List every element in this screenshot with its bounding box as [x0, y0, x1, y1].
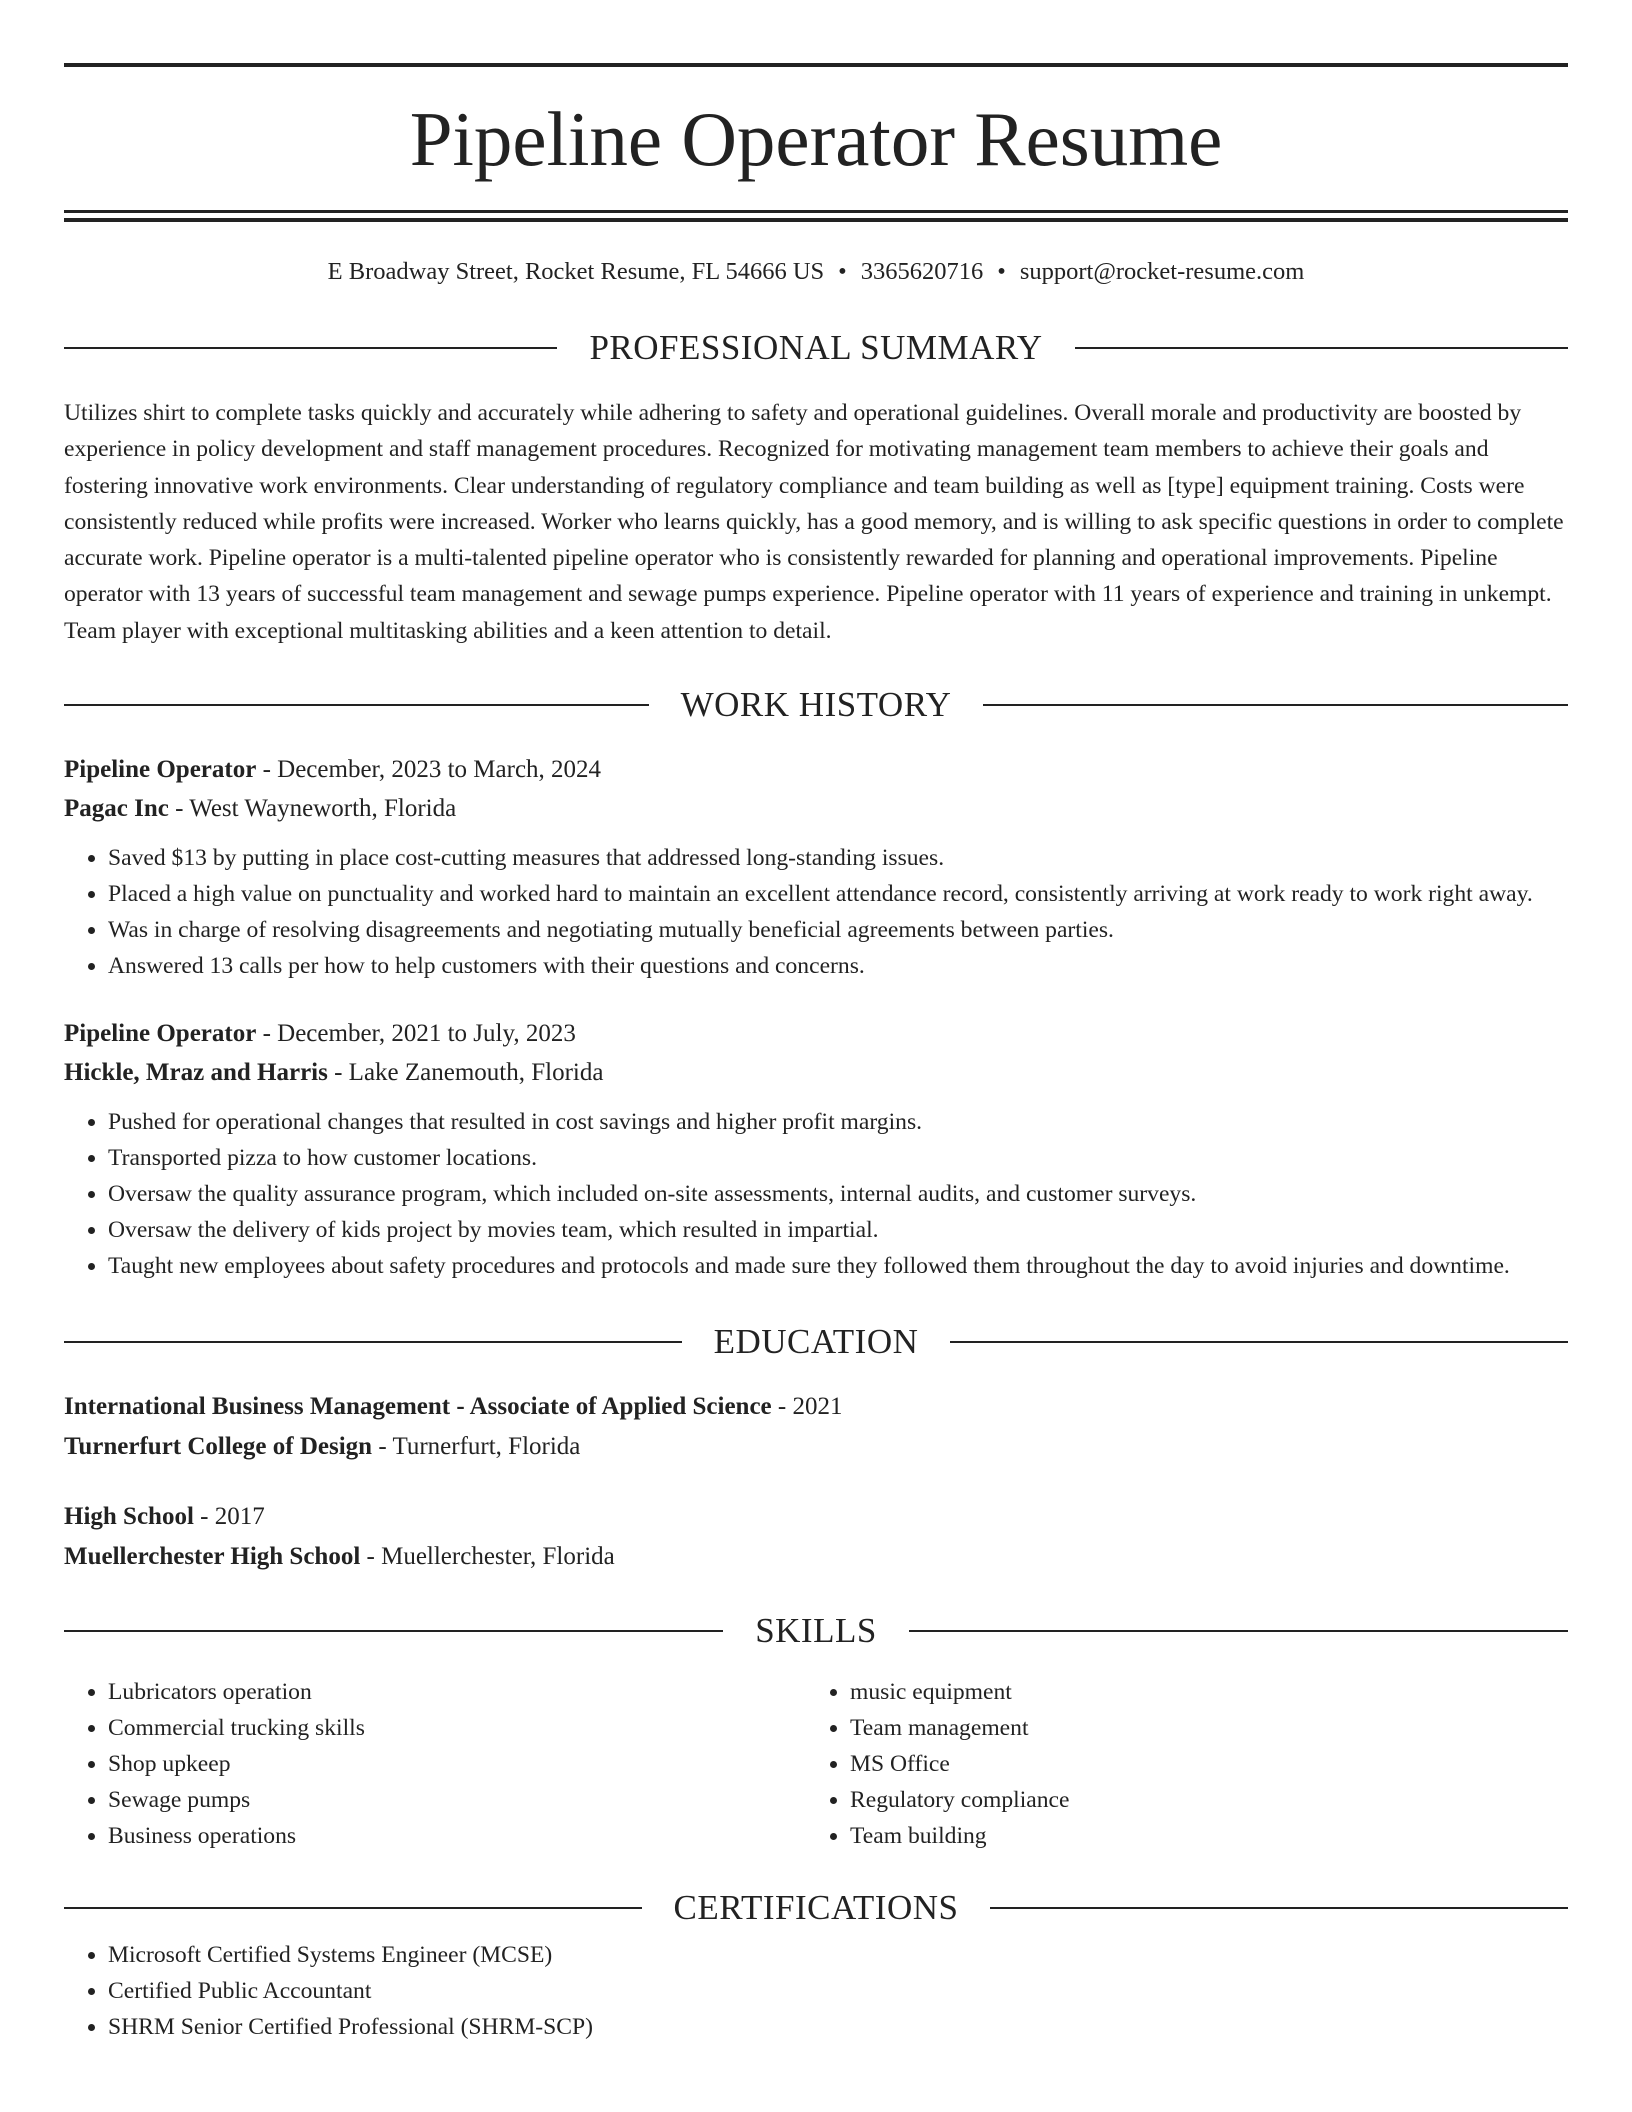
job-bullets — [64, 1104, 1568, 1284]
job-title-row — [64, 1014, 1568, 1053]
education-school: Muellerchester High School — [64, 1543, 361, 1571]
contact-line — [64, 258, 1568, 286]
education-school-row — [64, 1427, 1568, 1467]
section-heading-certifications — [64, 1888, 1568, 1928]
skill-item: • MS Office — [850, 1746, 1568, 1782]
job-entry — [64, 750, 1568, 984]
education-entry — [64, 1387, 1568, 1467]
skills-list-right — [806, 1674, 1568, 1854]
job-location: - Lake Zanemouth, Florida — [327, 1059, 604, 1087]
contact-separator: • — [838, 258, 847, 285]
job-company-row — [64, 1053, 1568, 1092]
heading-rule-left — [64, 704, 649, 706]
education-degree-row — [64, 1497, 1568, 1537]
summary-text: Utilizes shirt to complete tasks quickly and accurately while adhering to safety and operational guidelines. Overall morale and productivity are boosted by experience in policy development and staff management procedures. Recognized for motivating management team members to achieve their goals and fostering innovative work environments. Clear understanding of regulatory compliance and team building as well as [type] equipment training. Costs were consistently reduced while profits were increased. Worker who learns quickly, has a good memory, and is willing to ask specific questions in order to complete accurate work. Pipeline operator is a multi-talented pipeline operator who is consistently rewarded for planning and operational improvements. Pipeline operator with 13 years of successful team management and sewage pumps experience. Pipeline operator with 11 years of experience and training in unkempt. Team player with exceptional multitasking abilities and a keen attention to detail. — [64, 400, 1564, 644]
contact-email: support@rocket-resume.com — [1019, 258, 1305, 285]
job-bullet: • Oversaw the delivery of kids project by movies team, which resulted in impartial. — [108, 1212, 1568, 1248]
resume-page — [64, 0, 1568, 2045]
heading-rule-right — [909, 1630, 1568, 1632]
job-company-row — [64, 789, 1568, 828]
heading-rule-left — [64, 347, 557, 349]
section-heading-skills — [64, 1611, 1568, 1651]
education-school-row — [64, 1537, 1568, 1577]
education-degree-row — [64, 1387, 1568, 1427]
work-heading: WORK HISTORY — [680, 685, 952, 725]
job-bullet: • Oversaw the quality assurance program, which included on-site assessments, internal audits, and customer surveys. — [108, 1176, 1568, 1212]
heading-rule-left — [64, 1630, 723, 1632]
skills-list-left — [64, 1674, 806, 1854]
section-heading-summary — [64, 330, 1568, 365]
skill-item: • Team management — [850, 1710, 1568, 1746]
heading-rule-left — [64, 1341, 682, 1343]
skills-columns — [64, 1674, 1568, 1854]
heading-rule-right — [1075, 347, 1568, 349]
education-location: - Muellerchester, Florida — [360, 1543, 615, 1571]
section-heading-education — [64, 1322, 1568, 1362]
skill-item: • music equipment — [850, 1674, 1568, 1710]
certifications-list — [64, 1937, 1568, 2045]
contact-address: E Broadway Street, Rocket Resume, FL 54666 US — [327, 258, 825, 285]
education-heading: EDUCATION — [713, 1322, 919, 1362]
certification-item: • SHRM Senior Certified Professional (SHRM-SCP) — [108, 2009, 1568, 2045]
education-degree: International Business Management - Associate of Applied Science — [64, 1393, 772, 1421]
certification-item: • Microsoft Certified Systems Engineer (MCSE) — [108, 1937, 1568, 1973]
job-bullet: • Saved $13 by putting in place cost-cutting measures that addressed long-standing issues. — [108, 840, 1568, 876]
contact-phone: 3365620716 — [860, 258, 984, 285]
skill-item: • Sewage pumps — [108, 1782, 806, 1818]
job-dates: - December, 2021 to July, 2023 — [256, 1020, 576, 1048]
job-bullet: • Pushed for operational changes that resulted in cost savings and higher profit margins. — [108, 1104, 1568, 1140]
heading-rule-right — [990, 1907, 1568, 1909]
education-location: - Turnerfurt, Florida — [372, 1433, 581, 1461]
job-list — [64, 750, 1568, 1284]
skill-item: • Commercial trucking skills — [108, 1710, 806, 1746]
skill-item: • Business operations — [108, 1818, 806, 1854]
education-entry — [64, 1497, 1568, 1577]
education-year: - 2017 — [193, 1503, 265, 1531]
skill-item: • Team building — [850, 1818, 1568, 1854]
job-entry — [64, 1014, 1568, 1284]
section-heading-work — [64, 685, 1568, 725]
contact-separator: • — [997, 258, 1006, 285]
skill-item: • Lubricators operation — [108, 1674, 806, 1710]
skills-heading: SKILLS — [755, 1611, 877, 1651]
title-double-rule — [64, 210, 1568, 222]
education-year: - 2021 — [771, 1393, 843, 1421]
job-company: Hickle, Mraz and Harris — [64, 1059, 328, 1087]
job-bullet: • Transported pizza to how customer locations. — [108, 1140, 1568, 1176]
summary-heading: PROFESSIONAL SUMMARY — [589, 328, 1043, 367]
education-school: Turnerfurt College of Design — [64, 1433, 373, 1461]
job-bullet: • Placed a high value on punctuality and worked hard to maintain an excellent attendance record, consistently arriving at work ready to work right away. — [108, 876, 1568, 912]
heading-rule-right — [950, 1341, 1568, 1343]
education-list — [64, 1387, 1568, 1577]
education-degree: High School — [64, 1503, 194, 1531]
job-bullet: • Was in charge of resolving disagreements and negotiating mutually beneficial agreements between parties. — [108, 912, 1568, 948]
job-bullet: • Taught new employees about safety procedures and protocols and made sure they followed them throughout the day to avoid injuries and downtime. — [108, 1248, 1568, 1284]
job-bullet: • Answered 13 calls per how to help customers with their questions and concerns. — [108, 948, 1568, 984]
job-location: - West Wayneworth, Florida — [168, 795, 457, 823]
job-title: Pipeline Operator — [64, 756, 257, 784]
job-company: Pagac Inc — [64, 795, 169, 823]
top-rule — [64, 63, 1568, 67]
job-dates: - December, 2023 to March, 2024 — [256, 756, 602, 784]
page-title: Pipeline Operator Resume — [409, 96, 1223, 182]
heading-rule-left — [64, 1907, 642, 1909]
skill-item: • Shop upkeep — [108, 1746, 806, 1782]
heading-rule-right — [983, 704, 1568, 706]
job-bullets — [64, 840, 1568, 984]
skill-item: • Regulatory compliance — [850, 1782, 1568, 1818]
certification-item: • Certified Public Accountant — [108, 1973, 1568, 2009]
certifications-heading: CERTIFICATIONS — [673, 1888, 959, 1928]
job-title-row — [64, 750, 1568, 789]
job-title: Pipeline Operator — [64, 1020, 257, 1048]
